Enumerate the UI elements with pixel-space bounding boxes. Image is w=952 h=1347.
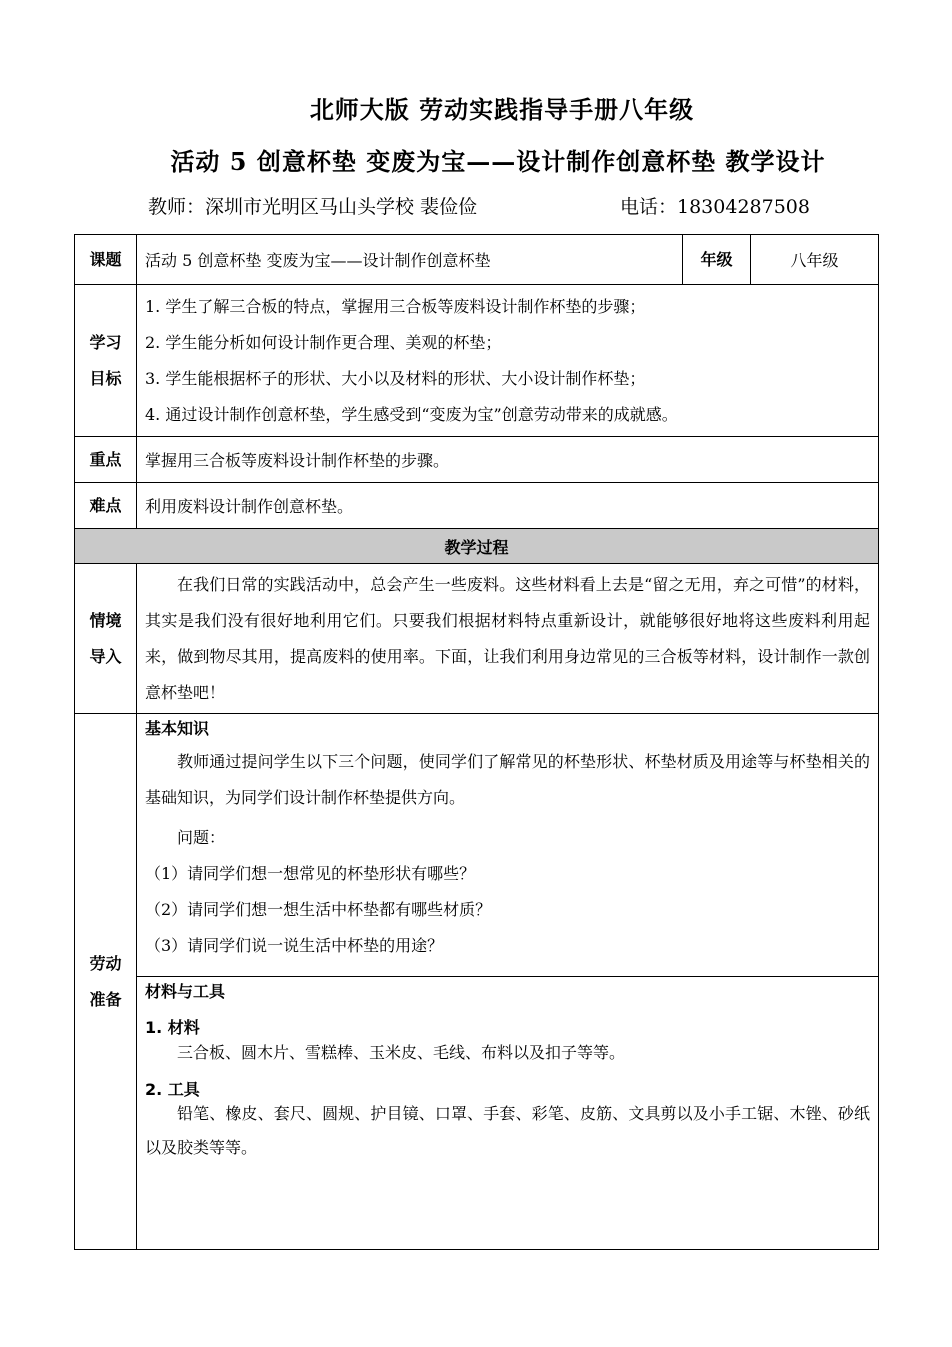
objectives-label <box>75 285 137 437</box>
grade-value: 八年级 <box>751 235 879 285</box>
basic-knowledge-text: 教师通过提问学生以下三个问题，使同学们了解常见的杯垫形状、杯垫材质及用途等与杯垫相关的基础知识，为同学们设计制作杯垫提供方向。 <box>145 752 870 807</box>
basic-knowledge-title: 基本知识 <box>145 719 210 738</box>
prep-content <box>137 714 879 1250</box>
objectives-row <box>75 285 879 437</box>
prep-row <box>75 714 879 1250</box>
process-header: 教学过程 <box>75 529 879 564</box>
objectives-label-line1: 学习 <box>89 332 122 352</box>
prep-label-line1: 劳动 <box>89 953 122 973</box>
difficulty-label: 难点 <box>75 483 137 529</box>
materials-text: 三合板、圆木片、雪糕棒、玉米皮、毛线、布料以及扣子等等。 <box>177 1043 626 1062</box>
objective-item: 2. 学生能分析如何设计制作更合理、美观的杯垫； <box>145 332 502 352</box>
materials-tools-title: 材料与工具 <box>145 982 226 1001</box>
difficulty-value: 利用废料设计制作创意杯垫。 <box>137 483 879 529</box>
objectives-list <box>137 285 879 437</box>
intro-row <box>75 564 879 714</box>
question-intro: 问题： <box>177 828 226 847</box>
phone-info: 电话：18304287508 <box>620 196 810 218</box>
basic-knowledge-section <box>137 714 878 976</box>
document-title: 北师大版 劳动实践指导手册八年级 <box>309 95 695 124</box>
objectives-label-line2: 目标 <box>89 368 122 388</box>
question-item: （1）请同学们想一想常见的杯垫形状有哪些？ <box>145 864 476 883</box>
intro-label <box>75 564 137 714</box>
question-item: （3）请同学们说一说生活中杯垫的用途？ <box>145 936 444 955</box>
prep-label-line2: 准备 <box>89 989 122 1009</box>
key-point-value: 掌握用三合板等废料设计制作杯垫的步骤。 <box>137 437 879 483</box>
tools-text: 铅笔、橡皮、套尺、圆规、护目镜、口罩、手套、彩笔、皮筋、文具剪以及小手工锯、木锉、砂纸以及胶类等等。 <box>145 1104 870 1157</box>
objective-item: 3. 学生能根据杯子的形状、大小以及材料的形状、大小设计制作杯垫； <box>145 368 646 388</box>
prep-label <box>75 714 137 1250</box>
topic-value: 活动 5 创意杯垫 变废为宝——设计制作创意杯垫 <box>137 235 683 285</box>
objective-item: 4. 通过设计制作创意杯垫，学生感受到“变废为宝”创意劳动带来的成就感。 <box>145 404 678 424</box>
topic-row <box>75 235 879 285</box>
teacher-info: 教师：深圳市光明区马山头学校 裴俭俭 <box>148 196 478 218</box>
intro-text: 在我们日常的实践活动中，总会产生一些废料。这些材料看上去是“留之无用，弃之可惜”的材料，其实是我们没有很好地利用它们。只要我们根据材料特点重新设计，就能够很好地将这些废料利用起来，做到物尽其用，提高废料的使用率。下面，让我们利用身边常见的三合板等材料，设计制作一款创意杯垫吧！ <box>145 574 870 702</box>
document-subtitle: 活动 5 创意杯垫 变废为宝——设计制作创意杯垫 教学设计 <box>170 147 826 176</box>
key-point-label: 重点 <box>75 437 137 483</box>
lesson-plan-table <box>74 234 879 1250</box>
intro-label-line1: 情境 <box>89 610 122 630</box>
intro-cell <box>137 564 879 714</box>
tools-heading: 2. 工具 <box>145 1080 200 1099</box>
difficulty-row <box>75 483 879 529</box>
key-point-row <box>75 437 879 483</box>
question-item: （2）请同学们想一想生活中杯垫都有哪些材质？ <box>145 900 492 919</box>
objective-item: 1. 学生了解三合板的特点，掌握用三合板等废料设计制作杯垫的步骤； <box>145 296 646 316</box>
materials-heading: 1. 材料 <box>145 1018 200 1037</box>
grade-label: 年级 <box>683 235 751 285</box>
topic-label: 课题 <box>75 235 137 285</box>
intro-label-line2: 导入 <box>89 646 122 666</box>
materials-tools-section <box>137 976 878 1165</box>
process-header-row <box>75 529 879 564</box>
